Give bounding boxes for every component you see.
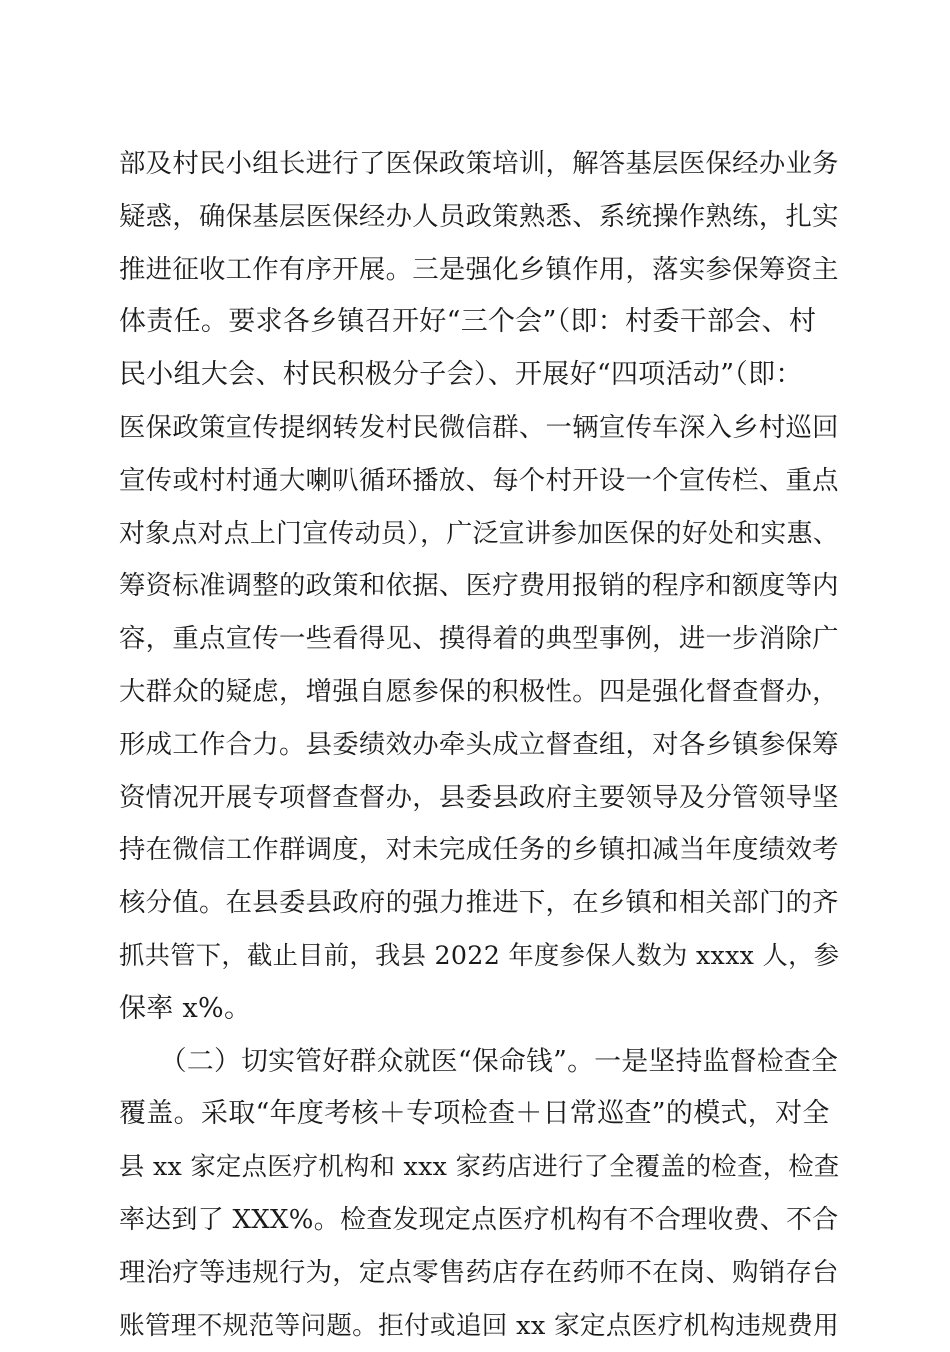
text-line: 账管理不规范等问题。拒付或追回 xx 家定点医疗机构违规费用 xyxy=(119,1310,840,1341)
body-text xyxy=(119,138,839,1352)
text-line: 疑惑，确保基层医保经办人员政策熟悉、系统操作熟练，扎实 xyxy=(119,201,839,232)
text-line: 民小组大会、村民积极分子会）、开展好“四项活动”（即： xyxy=(119,359,803,391)
text-line: 县 xx 家定点医疗机构和 xxx 家药店进行了全覆盖的检查，检查 xyxy=(119,1152,840,1182)
text-line: 资情况开展专项督查督办，县委县政府主要领导及分管领导坚 xyxy=(119,782,839,813)
text-line: 容，重点宣传一些看得见、摸得着的典型事例，进一步消除广 xyxy=(119,624,839,655)
text-line: 推进征收工作有序开展。三是强化乡镇作用，落实参保筹资主 xyxy=(119,254,839,285)
text-line: 医保政策宣传提纲转发村民微信群、一辆宣传车深入乡村巡回 xyxy=(119,412,839,443)
text-line: 宣传或村村通大喇叭循环播放、每个村开设一个宣传栏、重点 xyxy=(119,465,839,496)
text-line: 大群众的疑虑，增强自愿参保的积极性。四是强化督查督办， xyxy=(119,676,839,707)
text-line: 覆盖。采取“年度考核＋专项检查＋日常巡查”的模式，对全 xyxy=(119,1098,830,1130)
text-line: 体责任。要求各乡镇召开好“三个会”（即：村委干部会、村 xyxy=(119,306,817,338)
text-line: 抓共管下，截止目前，我县 2022 年度参保人数为 xxxx 人，参 xyxy=(119,940,840,970)
text-line: 对象点对点上门宣传动员），广泛宣讲参加医保的好处和实惠、 xyxy=(119,518,839,549)
text-line: 形成工作合力。县委绩效办牵头成立督查组，对各乡镇参保筹 xyxy=(119,729,839,760)
text-line: 持在微信工作群调度，对未完成任务的乡镇扣减当年度绩效考 xyxy=(119,835,839,866)
text-line: 保率 x%。 xyxy=(119,992,252,1024)
text-line: 核分值。在县委县政府的强力推进下，在乡镇和相关部门的齐 xyxy=(119,888,839,919)
text-line: 筹资标准调整的政策和依据、医疗费用报销的程序和额度等内 xyxy=(119,571,839,602)
section-heading-line: （二）切实管好群众就医“保命钱”。一是坚持监督检查全 xyxy=(119,1045,839,1077)
text-line: 率达到了 XXX%。检查发现定点医疗机构有不合理收费、不合 xyxy=(119,1204,839,1235)
text-line: 理治疗等违规行为，定点零售药店存在药师不在岗、购销存台 xyxy=(119,1257,839,1288)
text-line: 部及村民小组长进行了医保政策培训，解答基层医保经办业务 xyxy=(119,149,839,179)
